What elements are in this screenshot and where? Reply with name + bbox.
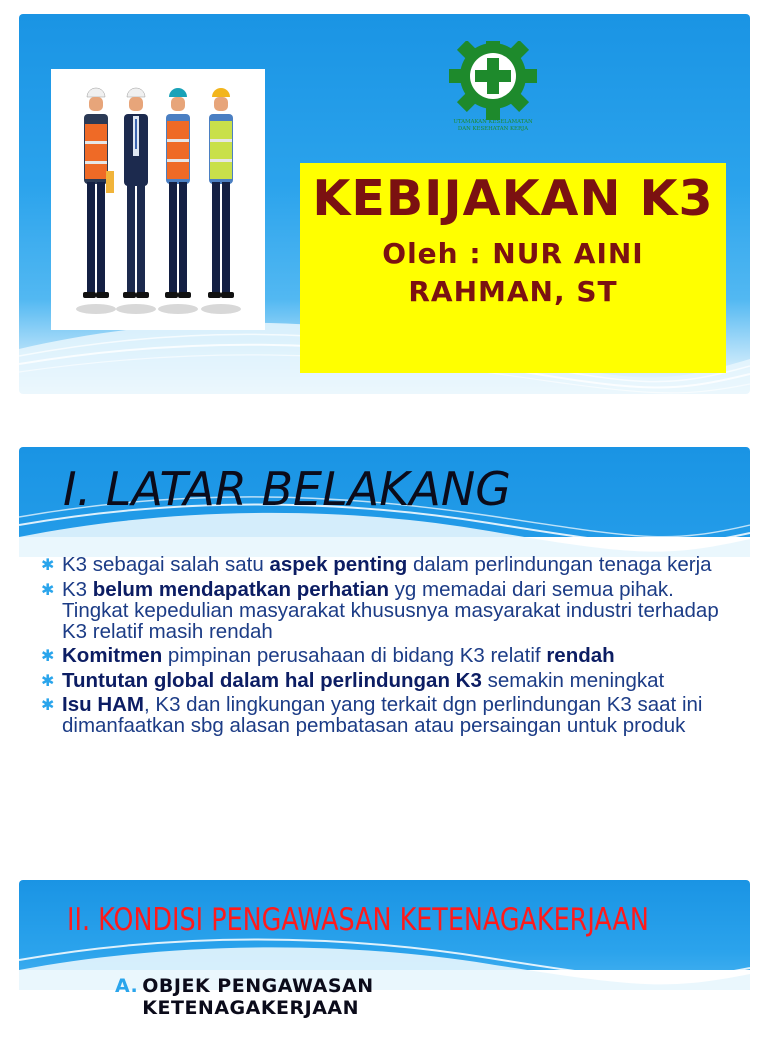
bullet-text: pimpinan perusahaan di bidang K3 relatif xyxy=(162,644,547,667)
slide-kondisi-pengawasan xyxy=(19,880,750,1040)
star-bullet-icon: ✱ xyxy=(41,695,55,714)
k3-logo xyxy=(435,41,551,133)
bullet-bold-text: aspek penting xyxy=(269,553,408,576)
logo-caption-2: DAN KESEHATAN KERJA xyxy=(457,126,529,132)
star-bullet-icon: ✱ xyxy=(41,555,55,574)
slide-title xyxy=(19,14,750,394)
bullet-text: K3 xyxy=(62,577,93,601)
worker-2 xyxy=(123,88,149,298)
star-bullet-icon: ✱ xyxy=(41,646,55,665)
bullet-bold-text: belum mendapatkan perhatian xyxy=(92,577,389,601)
star-bullet-icon: ✱ xyxy=(41,579,55,599)
item-letter: A. xyxy=(115,975,139,997)
bullet-item xyxy=(41,694,731,736)
bullet-bold-text: rendah xyxy=(546,644,615,667)
gear-cross-icon xyxy=(435,41,551,133)
worker-1 xyxy=(83,88,114,298)
bullet-bold-text: Komitmen xyxy=(62,644,163,667)
bullet-item xyxy=(41,554,731,575)
slide-latar-belakang xyxy=(19,447,750,847)
bullet-bold-text: Tuntutan global dalam hal perlindungan K3 xyxy=(62,668,482,692)
workers-illustration xyxy=(51,69,265,330)
logo-caption-1: UTAMAKAN KESELAMATAN xyxy=(453,119,533,125)
section-heading: I. LATAR BELAKANG xyxy=(63,462,511,516)
slide-title-text: KEBIJAKAN K3 xyxy=(312,170,714,227)
star-bullet-icon: ✱ xyxy=(41,670,55,690)
item-line-2: KETENAGAKERJAAN xyxy=(142,997,360,1019)
bullet-text: yg memadai dari semua pihak. Tingkat kepedulian masyarakat khususnya masyarakat industri terhadap K3 relatif masih rendah xyxy=(62,577,719,643)
bullet-bold-text: Isu HAM xyxy=(62,693,144,716)
worker-3 xyxy=(165,88,191,298)
bullet-text: , K3 dan lingkungan yang terkait dgn perlindungan K3 saat ini dimanfaatkan sbg alasan pembatasan atau persaingan untuk produk xyxy=(62,693,703,737)
item-line-1: OBJEK PENGAWASAN xyxy=(142,975,374,997)
section-heading: II. KONDISI PENGAWASAN KETENAGAKERJAAN xyxy=(67,902,649,938)
bullet-item xyxy=(41,645,731,666)
bullet-list xyxy=(41,554,731,740)
bullet-text: dalam perlindungan tenaga kerja xyxy=(407,553,712,576)
bullet-text: K3 sebagai salah satu xyxy=(62,553,270,576)
bullet-text: semakin meningkat xyxy=(481,668,665,692)
worker-4 xyxy=(208,88,234,298)
bullet-item xyxy=(41,670,731,691)
bullet-item xyxy=(41,579,731,642)
list-item-a xyxy=(115,975,374,1019)
slide-subtitle-text: Oleh : NUR AINI RAHMAN, ST xyxy=(382,237,644,308)
title-box xyxy=(300,163,726,373)
